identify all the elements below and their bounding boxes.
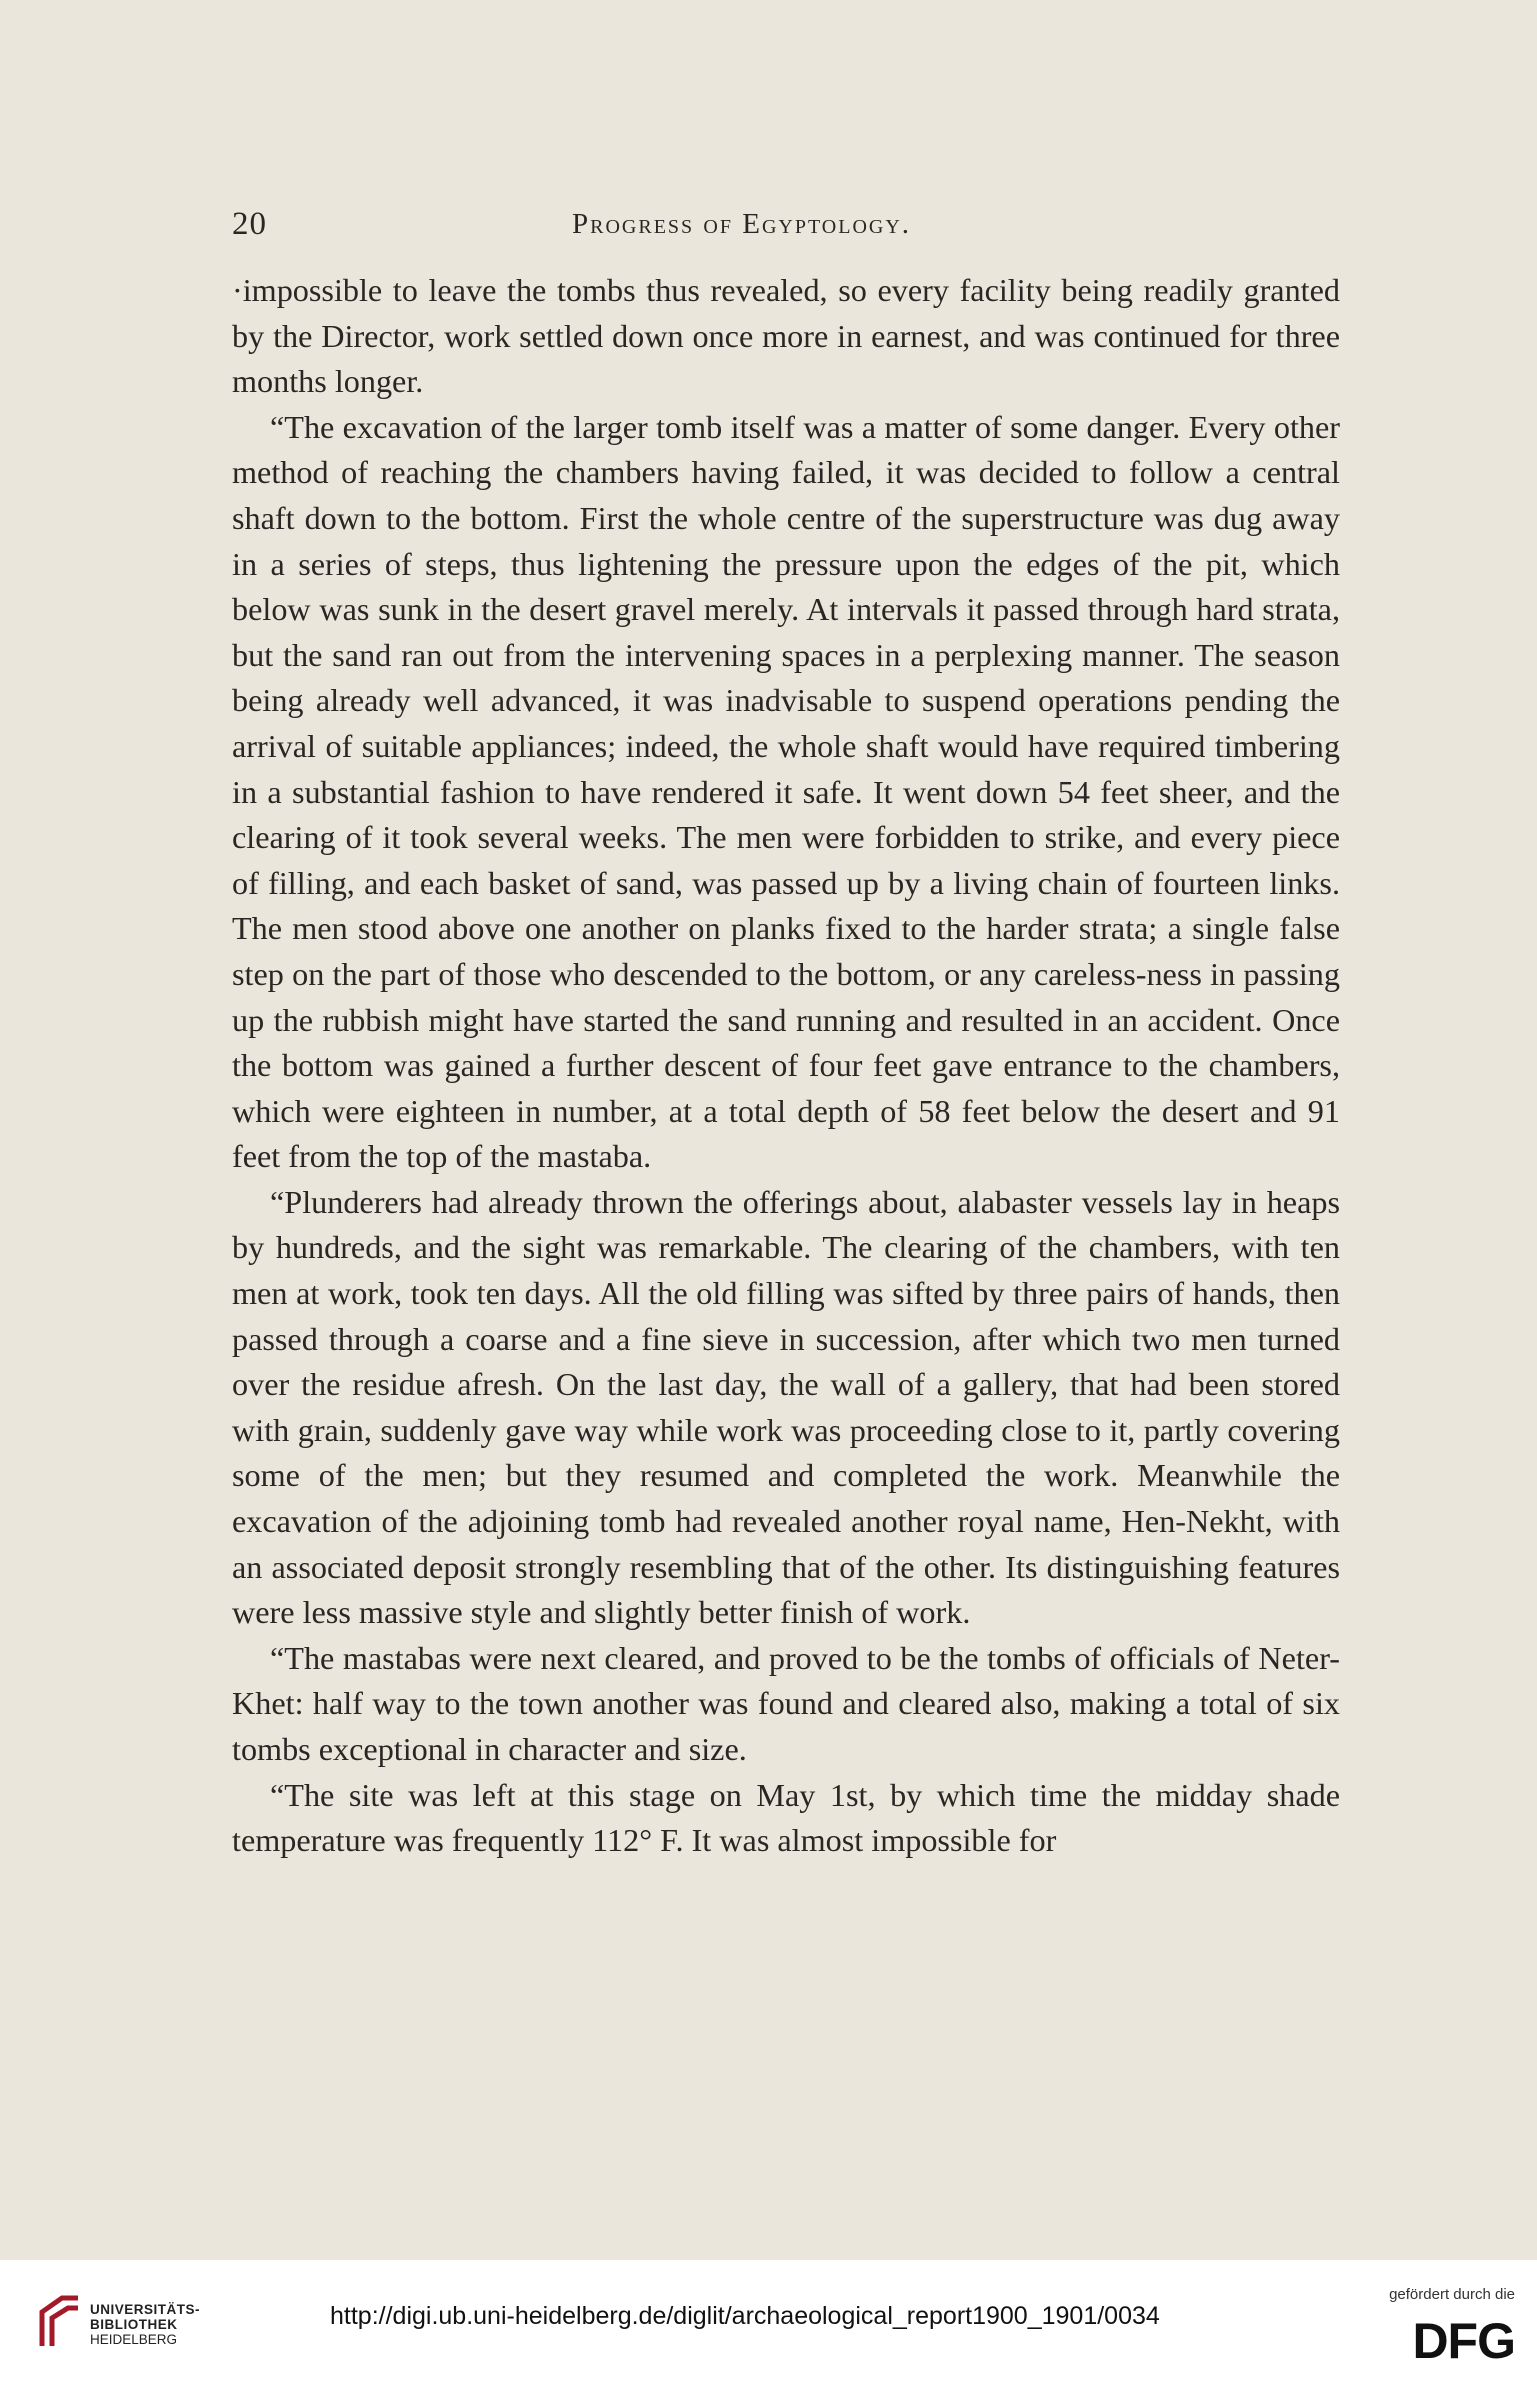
paragraph: ·impossible to leave the tombs thus revealed, so every facility being readily granted by the Director, work settled down once more in earnest, and was continued for three months longer. xyxy=(232,272,1340,400)
running-title: Progress of Egyptology. xyxy=(572,208,912,240)
source-url-link[interactable]: http://digi.ub.uni-heidelberg.de/diglit/archaeological_report1900_1901/0034 xyxy=(330,2302,1160,2330)
dfg-logo: DFG xyxy=(1412,2313,1515,2369)
library-name-line3: HEIDELBERG xyxy=(90,2332,178,2347)
body-text xyxy=(232,268,1340,1864)
library-name-line1: UNIVERSITÄTS- xyxy=(90,2302,201,2317)
digitization-footer xyxy=(0,2260,1537,2385)
paragraph: “The site was left at this stage on May 1st, by which time the midday shade temperature was frequently 112° F. It was almost impossible for xyxy=(232,1776,1340,1859)
paragraph: “The mastabas were next cleared, and proved to be the tombs of officials of Neter-Khet: half way to the town another was found and cleared also, making a total of six tombs exceptional in character and size. xyxy=(232,1639,1340,1767)
library-name-line2: BIBLIOTHEK xyxy=(90,2317,178,2332)
page-number: 20 xyxy=(232,206,267,242)
library-name xyxy=(90,2302,200,2347)
paragraph: “The excavation of the larger tomb itself was a matter of some danger. Every other method of reaching the chambers having failed, it was decided to follow a central shaft down to the bottom. First the whole centre of the superstructure was dug away in a series of steps, thus lightening the pressure upon the edges of the pit, which below was sunk in the desert gravel merely. At intervals it passed through hard strata, but the sand ran out from the intervening spaces in a perplexing manner. The season being already well advanced, it was inadvisable to suspend operations pending the arrival of suitable appliances; indeed, the whole shaft would have required timbering in a substantial fashion to have rendered it safe. It went down 54 feet sheer, and the clearing of it took several weeks. The men were forbidden to strike, and every piece of filling, and each basket of sand, was passed up by a living chain of fourteen links. The men stood above one another on planks fixed to the harder strata; a single false step on the part of those who descended to the bottom, or any careless-ness in passing up the rubbish might have started the sand running and resulted in an accident. Once the bottom was gained a further descent of four feet gave entrance to the chambers, which were eighteen in number, at a total depth of 58 feet below the desert and 91 feet from the top of the mastaba. xyxy=(232,408,1340,1175)
paragraph: “Plunderers had already thrown the offerings about, alabaster vessels lay in heaps by hundreds, and the sight was remarkable. The clearing of the chambers, with ten men at work, took ten days. All the old filling was sifted by three pairs of hands, then passed through a coarse and a fine sieve in succession, after which two men turned over the residue afresh. On the last day, the wall of a gallery, that had been stored with grain, suddenly gave way while work was proceeding close to it, partly covering some of the men; but they resumed and completed the work. Meanwhile the excavation of the adjoining tomb had revealed another royal name, Hen-Nekht, with an associated deposit strongly resembling that of the other. Its distinguishing features were less massive style and slightly better finish of work. xyxy=(232,1183,1340,1631)
university-library-logo-icon xyxy=(38,2294,82,2350)
funding-caption: gefördert durch die xyxy=(1389,2286,1515,2303)
page-header xyxy=(232,206,1344,246)
